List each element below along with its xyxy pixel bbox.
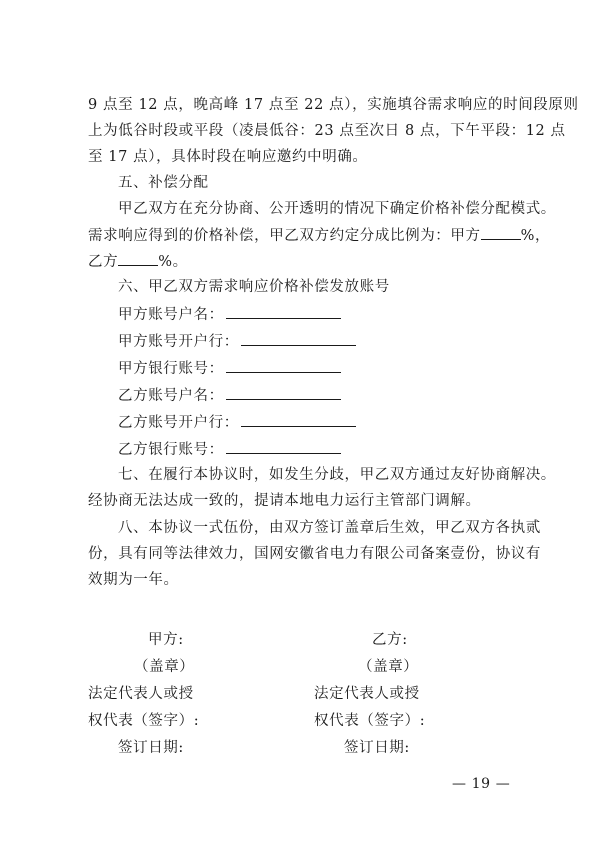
paragraph-line: 甲乙双方在充分协商、公开透明的情况下确定价格补偿分配模式。 (118, 201, 556, 217)
section-heading: 八、本协议一式伍份，由双方签订盖章后生效，甲乙双方各执贰 (118, 520, 541, 536)
account-label: 乙方账号户名： (118, 388, 224, 404)
party-b-rep-label: 法定代表人或授 (314, 686, 420, 702)
paragraph-line: 上为低谷时段或平段（凌晨低谷：23 点至次日 8 点，下午平段：12 点 (88, 123, 566, 139)
paragraph-line: 至 17 点），具体时段在响应邀约中明确。 (88, 149, 368, 165)
party-a-ratio-blank (481, 225, 521, 240)
party-b-rep-sign: 权代表（签字）: (314, 713, 426, 729)
paragraph-line: 经协商无法达成一致的，提请本地电力运行主管部门调解。 (88, 493, 481, 509)
page-number: — 19 — (452, 776, 511, 792)
party-b-label: 乙方: (372, 632, 408, 648)
account-field (118, 331, 356, 352)
account-label: 甲方账号户名： (118, 307, 224, 323)
account-blank (226, 439, 341, 454)
account-label: 甲方账号开户行： (118, 334, 239, 350)
party-a-rep-sign: 权代表（签字）: (88, 713, 200, 729)
paragraph-line: 份，具有同等法律效力，国网安徽省电力有限公司备案壹份，协议有 (88, 546, 541, 562)
paragraph-line: 9 点至 12 点，晚高峰 17 点至 22 点），实施填谷需求响应的时间段原则 (88, 97, 579, 113)
percent-text: %。 (158, 254, 188, 270)
party-b-seal: （盖章） (358, 659, 419, 675)
account-blank (241, 331, 356, 346)
account-field (118, 412, 356, 433)
ratio-text: 需求响应得到的价格补偿，甲乙双方约定分成比例为：甲方 (88, 228, 481, 244)
account-field (118, 358, 341, 379)
party-a-label: 甲方: (148, 632, 184, 648)
account-field (118, 304, 341, 325)
account-label: 乙方账号开户行： (118, 415, 239, 431)
account-blank (226, 358, 341, 373)
account-label: 乙方银行账号： (118, 442, 224, 458)
paragraph-line (88, 251, 188, 272)
account-field (118, 385, 341, 406)
party-b-date: 签订日期: (344, 740, 410, 756)
paragraph-line (88, 225, 550, 246)
percent-text: %， (520, 228, 551, 244)
party-b-ratio-blank (118, 251, 158, 266)
account-blank (226, 385, 341, 400)
account-label: 甲方银行账号： (118, 361, 224, 377)
paragraph-line: 效期为一年。 (88, 572, 179, 588)
party-a-rep-label: 法定代表人或授 (88, 686, 194, 702)
section-heading: 六、甲乙双方需求响应价格补偿发放账号 (118, 279, 390, 295)
party-a-date: 签订日期: (118, 740, 184, 756)
account-field (118, 439, 341, 460)
account-blank (226, 304, 341, 319)
section-heading: 七、在履行本协议时，如发生分歧，甲乙双方通过友好协商解决。 (118, 467, 556, 483)
account-blank (241, 412, 356, 427)
party-a-seal: （盖章） (134, 659, 195, 675)
section-heading: 五、补偿分配 (118, 175, 209, 191)
party-b-text: 乙方 (88, 254, 119, 270)
